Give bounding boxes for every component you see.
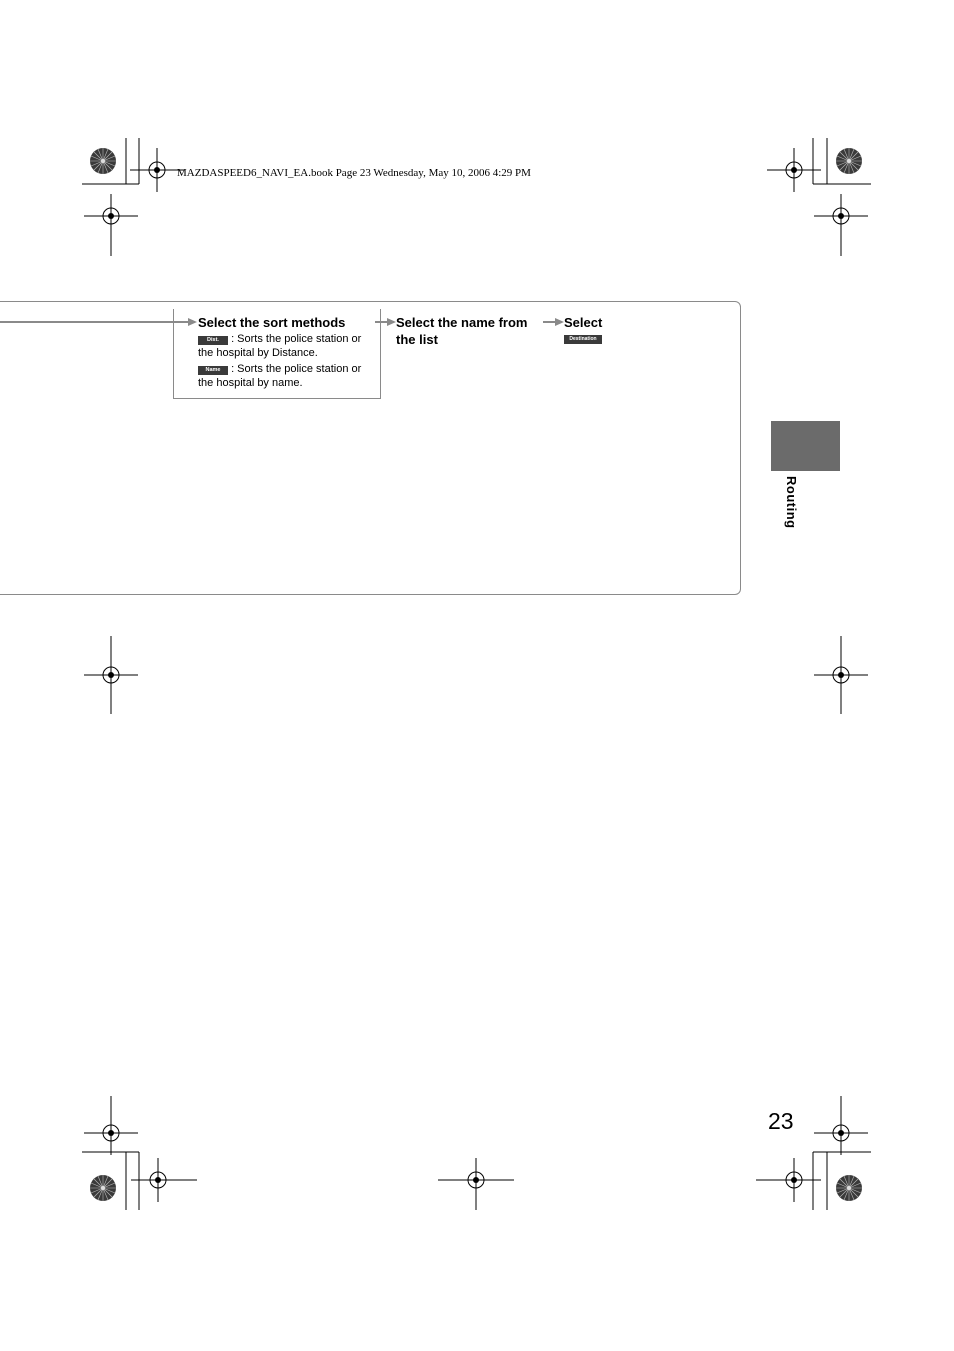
crosshair-icon [84,194,138,238]
color-wheel-icon [836,1175,862,1201]
name-step-title-line2: the list [396,332,438,347]
select-step-title: Select [564,315,603,330]
name-step-title-line1: Select the name from [396,315,528,330]
select-step [564,314,624,344]
destination-key-button: Destination [564,335,602,344]
name-key-button: Name [198,366,228,375]
chapter-tab [771,421,840,471]
crosshair-icon [130,148,184,192]
page-number: 23 [768,1108,794,1134]
chapter-tab-label: Routing [784,476,799,529]
crosshair-icon [814,194,868,238]
arrow-right-icon [188,318,197,326]
dist-key-button: Dist. [198,336,228,345]
sort-step [198,314,378,390]
color-wheel-icon [90,1175,116,1201]
color-wheel-icon [90,148,116,174]
arrow-right-icon [555,318,564,326]
crosshair-icon [84,1111,138,1155]
sort-step-title: Select the sort methods [198,315,346,330]
crosshair-icon [814,1111,868,1155]
sort-option-distance: Dist. : Sorts the police station or the hospital by Distance. [198,333,362,359]
sort-option-name: Name : Sorts the police station or the hospital by name. [198,363,362,389]
name-step [396,314,541,348]
arrow-right-icon [387,318,396,326]
print-info-header: MAZDASPEED6_NAVI_EA.book Page 23 Wednesday, May 10, 2006 4:29 PM [177,167,531,179]
color-wheel-icon [836,148,862,174]
